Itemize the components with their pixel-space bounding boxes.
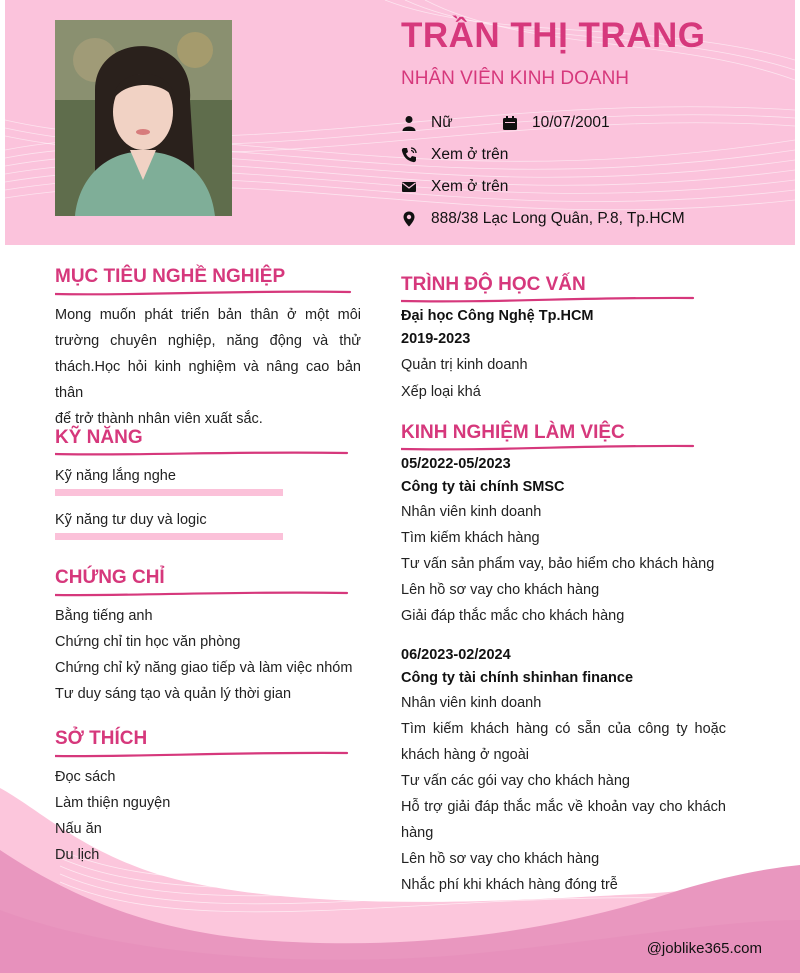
hobby-item: Đọc sách	[55, 769, 116, 785]
job-line: Nhân viên kinh doanh	[401, 504, 542, 520]
candidate-title: NHÂN VIÊN KINH DOANH	[401, 68, 630, 89]
objective-line: để trở thành nhân viên xuất sắc.	[55, 411, 263, 427]
calendar-icon	[502, 115, 518, 131]
certificate-item: Bằng tiếng anh	[55, 608, 153, 624]
website-credit: @joblike365.com	[646, 940, 762, 957]
job-line: Nhắc phí khi khách hàng đóng trễ	[401, 877, 618, 893]
certificates-list	[55, 603, 352, 707]
address-value: 888/38 Lạc Long Quân, P.8, Tp.HCM	[431, 210, 685, 227]
hobby-item: Nấu ăn	[55, 821, 102, 837]
skills-underline	[55, 448, 355, 460]
certificates-title: CHỨNG CHỈ	[55, 567, 165, 588]
job-line: Nhân viên kinh doanh	[401, 695, 542, 711]
candidate-name: TRẦN THỊ TRANG	[401, 16, 706, 55]
gender-value: Nữ	[431, 114, 453, 131]
location-pin-icon	[401, 211, 417, 227]
job-line: Tư vấn sản phẩm vay, bảo hiểm cho khách hàng	[401, 556, 715, 572]
hobbies-underline	[55, 749, 355, 761]
phone-icon	[401, 147, 417, 163]
school-name: Đại học Công Nghệ Tp.HCM	[401, 308, 594, 324]
certificates-underline	[55, 588, 355, 600]
skill-label: Kỹ năng lắng nghe	[55, 468, 176, 484]
job-line: Lên hồ sơ vay cho khách hàng	[401, 851, 600, 867]
job-entry	[401, 451, 726, 629]
birthday-row	[502, 112, 610, 134]
certificate-item: Tư duy sáng tạo và quản lý thời gian	[55, 686, 292, 702]
address-row	[401, 208, 685, 230]
hobbies-title: SỞ THÍCH	[55, 728, 148, 749]
hobby-item: Du lịch	[55, 847, 100, 863]
user-icon	[401, 115, 417, 131]
objective-line: thách.Học hỏi kinh nghiệm và nâng cao bản thân	[55, 359, 361, 401]
objective-line: trường chuyên nghiệp, năng động và thử	[55, 333, 361, 349]
job-line: khách hàng ở ngoài	[401, 747, 530, 763]
education-block	[401, 303, 594, 405]
experience-title: KINH NGHIỆM LÀM VIỆC	[401, 422, 625, 443]
grade: Xếp loại khá	[401, 384, 481, 400]
major: Quản trị kinh doanh	[401, 357, 528, 373]
skill-bar	[55, 489, 283, 496]
email-row	[401, 176, 508, 198]
job-company: Công ty tài chính shinhan finance	[401, 670, 634, 686]
job-period: 05/2022-05/2023	[401, 456, 511, 472]
birthday-value: 10/07/2001	[532, 114, 610, 131]
skill-bar	[55, 533, 283, 540]
objective-title: MỤC TIÊU NGHỀ NGHIỆP	[55, 266, 286, 287]
job-company: Công ty tài chính SMSC	[401, 479, 565, 495]
job-line: hàng	[401, 825, 434, 841]
job-line: Giải đáp thắc mắc cho khách hàng	[401, 608, 625, 624]
phone-value: Xem ở trên	[431, 146, 509, 163]
objective-underline	[55, 287, 355, 299]
skill-bar-fill	[55, 533, 283, 540]
job-entry	[401, 642, 726, 898]
certificate-item: Chứng chỉ tin học văn phòng	[55, 634, 241, 650]
study-period: 2019-2023	[401, 331, 471, 347]
envelope-icon	[401, 179, 417, 195]
certificate-item: Chứng chỉ kỷ năng giao tiếp và làm việc nhóm	[55, 660, 353, 676]
job-line: Tìm kiếm khách hàng có sẵn của công ty hoặc	[401, 721, 726, 737]
objective-text	[55, 302, 361, 432]
skill-bar-fill	[55, 489, 283, 496]
gender-row	[401, 112, 453, 134]
skills-title: KỸ NĂNG	[55, 427, 143, 448]
email-value: Xem ở trên	[431, 178, 509, 195]
hobbies-list	[55, 764, 170, 868]
job-period: 06/2023-02/2024	[401, 647, 511, 663]
profile-photo	[55, 20, 232, 216]
job-line: Lên hồ sơ vay cho khách hàng	[401, 582, 600, 598]
job-line: Hỗ trợ giải đáp thắc mắc về khoản vay cho khách	[401, 799, 726, 815]
job-line: Tư vấn các gói vay cho khách hàng	[401, 773, 630, 789]
objective-line: Mong muốn phát triển bản thân ở một môi	[55, 307, 361, 323]
phone-row	[401, 144, 508, 166]
skill-label: Kỹ năng tư duy và logic	[55, 512, 207, 528]
job-line: Tìm kiếm khách hàng	[401, 530, 540, 546]
hobby-item: Làm thiện nguyện	[55, 795, 171, 811]
education-title: TRÌNH ĐỘ HỌC VẤN	[401, 274, 586, 295]
